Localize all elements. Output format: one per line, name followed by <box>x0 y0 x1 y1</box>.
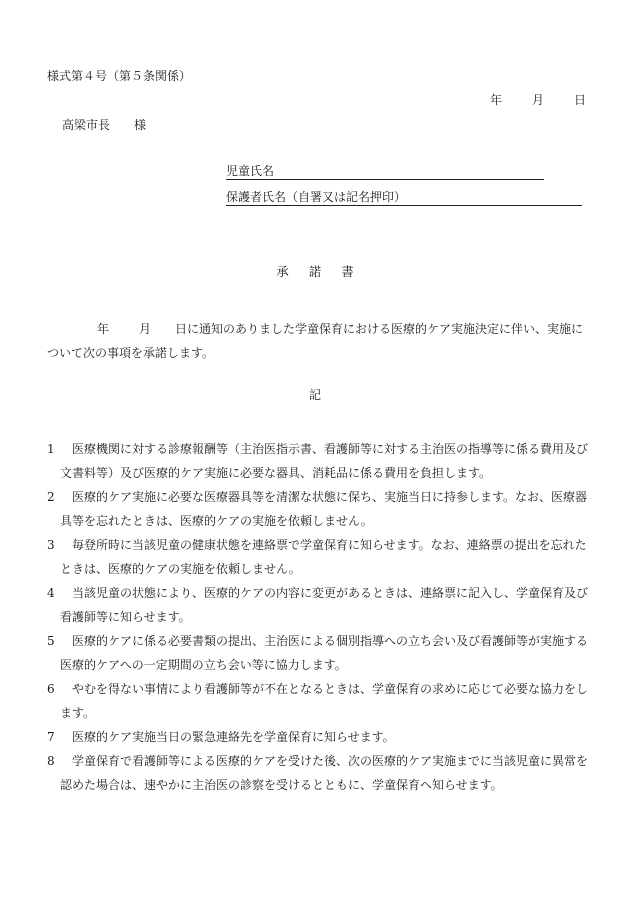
item-text: 医療的ケア実施当日の緊急連絡先を学童保育に知らせます。 <box>72 730 395 744</box>
item-number: 1 <box>47 442 55 456</box>
item-text: 医療的ケア実施に必要な医療器具等を清潔な状態に保ち、実施当日に持参します。なお、医療器具等を忘れたときは、医療的ケアの実施を依頼しません。 <box>60 490 588 528</box>
list-item <box>47 581 592 629</box>
list-item <box>47 485 592 533</box>
intro-year-label: 年 <box>97 322 110 336</box>
item-text: やむを得ない事情により看護師等が不在となるときは、学童保育の求めに応じて必要な協力をします。 <box>60 682 589 720</box>
item-number: 7 <box>47 730 55 744</box>
guardian-name-field <box>226 191 582 206</box>
item-list <box>47 437 592 797</box>
guardian-name-label: 保護者氏名（自署又は記名押印） <box>226 190 407 204</box>
item-number: 5 <box>47 634 55 648</box>
item-number: 4 <box>47 586 55 600</box>
date-month-label: 月 <box>531 93 544 107</box>
addressee: 高梁市長 様 <box>62 118 147 132</box>
item-number: 3 <box>47 538 55 552</box>
list-item <box>47 437 592 485</box>
list-item <box>47 533 592 581</box>
item-number: 2 <box>47 490 55 504</box>
item-number: 8 <box>47 754 55 768</box>
document-title: 承諾書 <box>276 264 374 279</box>
item-text: 毎登所時に当該児童の健康状態を連絡票で学童保育に知らせます。なお、連絡票の提出を忘れたときは、医療的ケアの実施を依頼しません。 <box>60 538 587 576</box>
list-item <box>47 725 592 749</box>
form-number: 様式第４号（第５条関係） <box>47 69 192 83</box>
date-field <box>490 94 586 106</box>
intro-paragraph <box>47 317 587 365</box>
date-day-label: 日 <box>573 93 586 107</box>
item-text: 医療機関に対する診療報酬等（主治医指示書、看護師等に対する主治医の指導等に係る費用及び文書料等）及び医療的ケア実施に必要な器具、消耗品に係る費用を負担します。 <box>60 442 589 480</box>
child-name-label: 児童氏名 <box>226 164 275 178</box>
item-text: 学童保育で看護師等による医療的ケアを受けた後、次の医療的ケア実施までに当該児童に異常を認めた場合は、速やかに主治医の診察を受けるとともに、学童保育へ知らせます。 <box>60 754 589 792</box>
item-number: 6 <box>47 682 55 696</box>
date-year-label: 年 <box>489 93 502 107</box>
list-item <box>47 677 592 725</box>
list-item <box>47 629 592 677</box>
intro-month-label: 月 <box>139 322 152 336</box>
item-text: 医療的ケアに係る必要書類の提出、主治医による個別指導への立ち会い及び看護師等が実施する医療的ケアへの一定期間の立ち会い等に協力します。 <box>60 634 589 672</box>
item-text: 当該児童の状態により、医療的ケアの内容に変更があるときは、連絡票に記入し、学童保育及び看護師等に知らせます。 <box>60 586 589 624</box>
intro-text: 日に通知のありました学童保育における医療的ケア実施決定に伴い、実施について次の事項を承諾します。 <box>47 322 584 360</box>
list-item <box>47 749 592 797</box>
ki-heading: 記 <box>308 388 321 402</box>
child-name-field <box>226 165 544 180</box>
